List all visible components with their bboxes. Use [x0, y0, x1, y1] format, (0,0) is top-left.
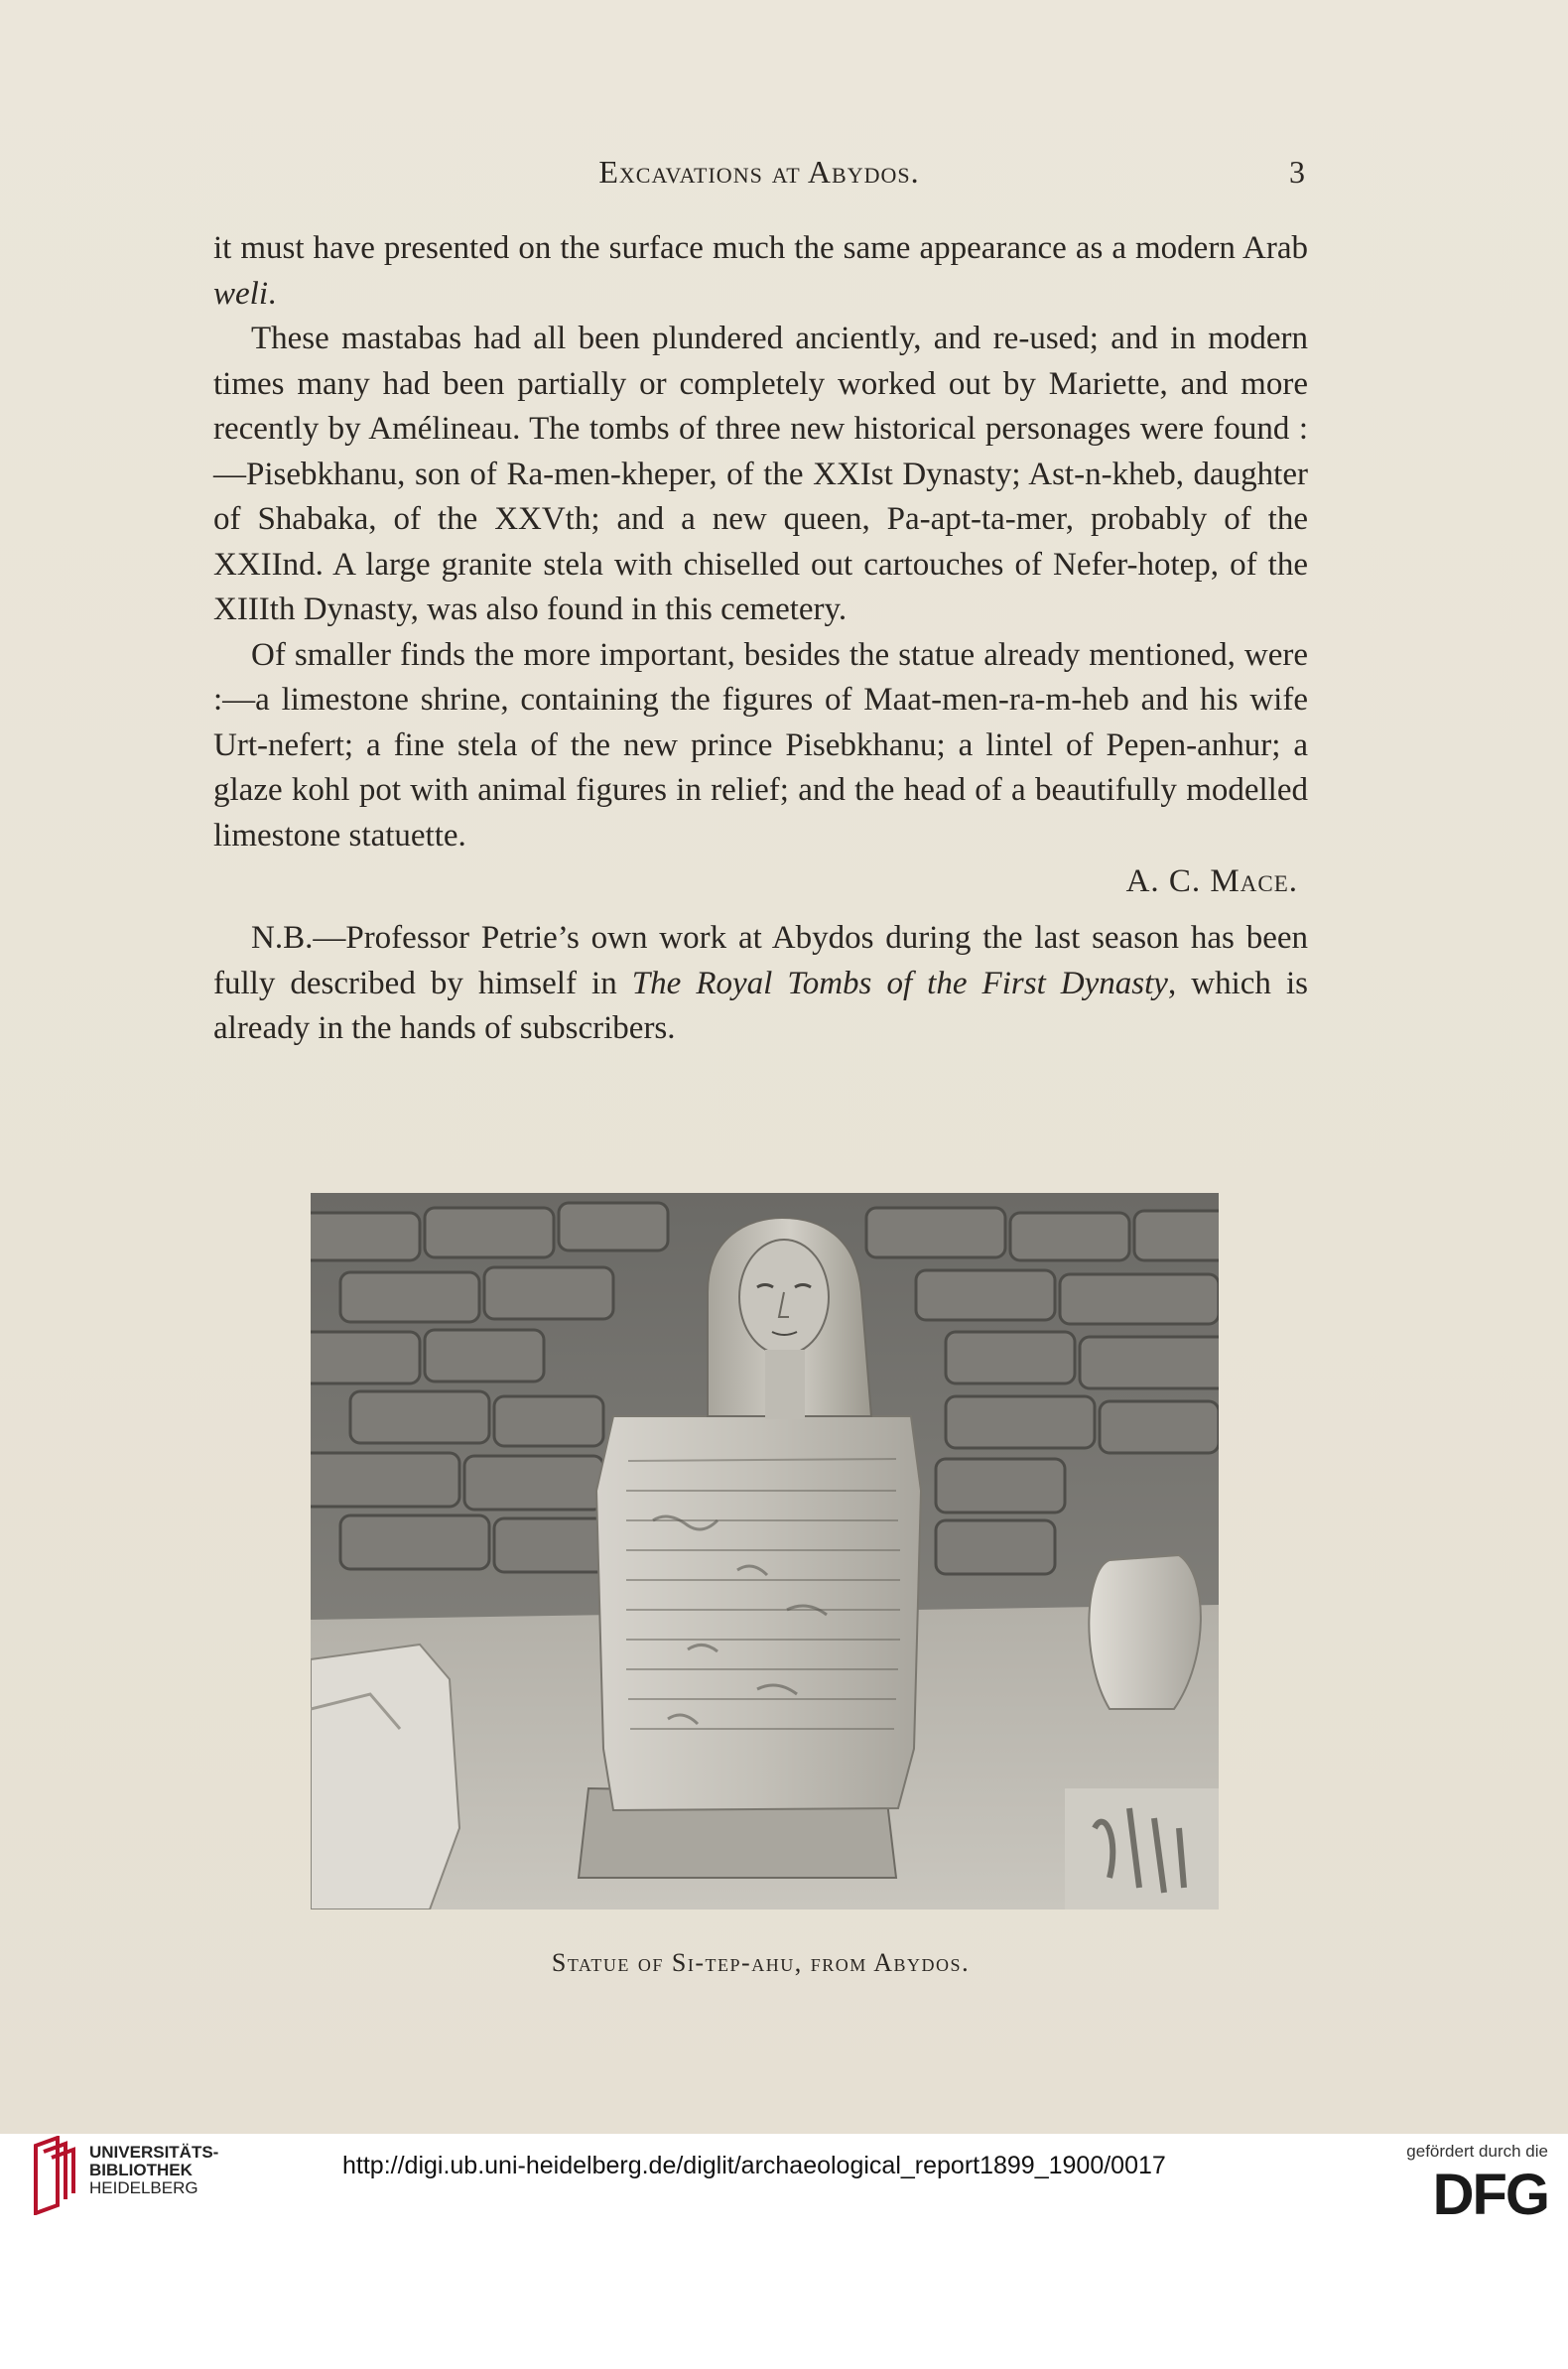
body-text: [213, 226, 1308, 1052]
running-head: Excavations at Abydos.: [598, 154, 920, 190]
pottery-jar: [1089, 1555, 1201, 1709]
ub-heidelberg-logo-icon[interactable]: [30, 2136, 85, 2220]
author-signature: A. C. Mace.: [1125, 863, 1298, 899]
paragraph-smaller-finds: Of smaller finds the more important, besides the statue already mentioned, were :—a limestone shrine, containing the figures of Maat-men-ra-m-heb and his wife Urt-nefert; a fine stela of the new prince Pisebkhanu; a lintel of Pepen-anhur; a glaze kohl pot with animal figures in relief; and the head of a beautifully modelled limestone statuette.: [213, 636, 1308, 854]
paragraph-text: N.B.—Professor Petrie’s own work at Abydos during the last season has been fully described by himself in: [213, 920, 1308, 1001]
figure-caption: Statue of Si-tep-ahu, from Abydos.: [551, 1948, 971, 1977]
paragraph-mastabas: These mastabas had all been plundered anciently, and re-used; and in modern times many had been partially or completely worked out by Mariette, and more recently by Amélineau. The tombs of three new historical personages were found :—Pisebkhanu, son of Ra-men-kheper, of the XXIst Dynasty; Ast-n-kheb, daughter of Shabaka, of the XXVth; and a new queen, Pa-apt-ta-mer, probably of the XXIInd. A large granite stela with chiselled out cartouches of Nefer-hotep, of the XIIIth Dynasty, was also found in this cemetery.: [213, 321, 1308, 627]
paragraph-text: it must have presented on the surface much the same appearance as a modern Arab: [213, 230, 1308, 266]
library-name: [89, 2144, 218, 2197]
statue-photograph: [311, 1193, 1219, 1909]
dfg-logo[interactable]: DFG: [1432, 2163, 1548, 2227]
book-title: The Royal Tombs of the First Dynasty: [631, 965, 1168, 1001]
paragraph-continuation: [213, 226, 1308, 317]
paragraph-text: , which is already in the hands of subscribers.: [213, 965, 1308, 1046]
library-name-line: UNIVERSITÄTS-: [89, 2143, 219, 2162]
page-header: [213, 154, 1305, 203]
library-name-line: HEIDELBERG: [89, 2178, 198, 2197]
page-number: 3: [1289, 154, 1305, 190]
funding-label: gefördert durch die: [1406, 2142, 1548, 2161]
paragraph-text: .: [268, 275, 277, 312]
right-inscribed-block: [1065, 1788, 1219, 1909]
permalink-url[interactable]: http://digi.ub.uni-heidelberg.de/diglit/archaeological_report1899_1900/0017: [342, 2152, 1166, 2179]
left-stone-block: [311, 1645, 459, 1909]
block-statue-body: [596, 1416, 921, 1810]
library-name-line: BIBLIOTHEK: [89, 2161, 193, 2179]
italic-term: weli: [213, 275, 268, 312]
statue-neck: [765, 1350, 805, 1419]
digitization-footer: [0, 2134, 1568, 2369]
paragraph-nota-bene: [213, 916, 1308, 1052]
